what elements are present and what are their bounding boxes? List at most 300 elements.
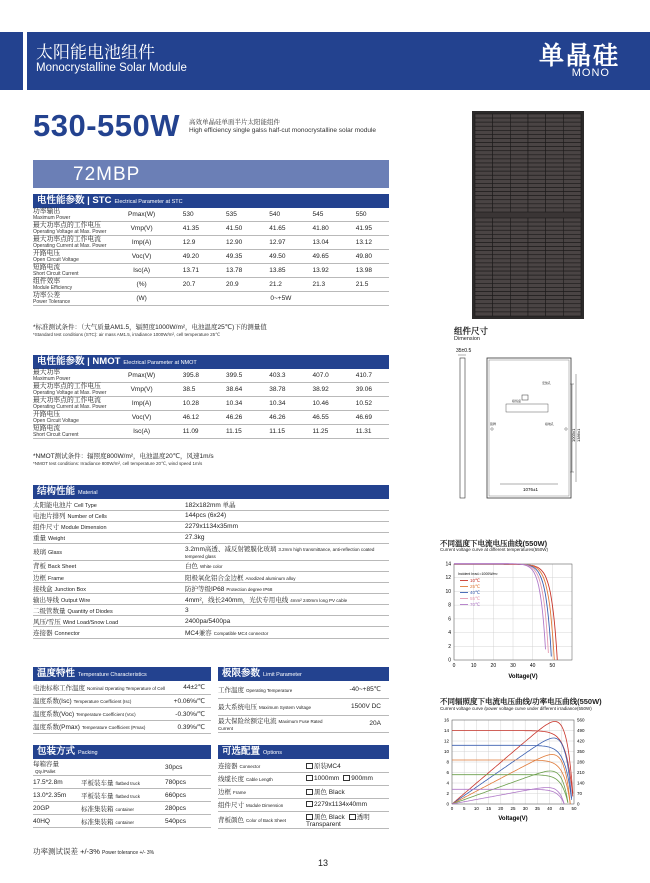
options-table (218, 759, 389, 829)
param-value: 13.04 (302, 236, 345, 250)
series-line (454, 564, 548, 653)
param-value: 11.15 (216, 425, 259, 439)
y2-tick-label: 0 (577, 801, 580, 807)
solar-cell (493, 143, 511, 147)
option-checkbox[interactable] (349, 814, 356, 820)
solar-cell (528, 167, 546, 171)
solar-cell (493, 226, 511, 230)
solar-cell (528, 122, 546, 126)
material-label-cn: 连接器 (33, 629, 53, 637)
packing-type-cn: 17.5*2.8m (33, 778, 63, 786)
solar-cell (510, 208, 528, 212)
solar-cell (510, 130, 528, 134)
solar-cell (493, 167, 511, 171)
solar-cell (475, 243, 493, 247)
material-value-en: White color (200, 564, 223, 570)
packing-type-en: Qty./Pallet (35, 769, 56, 774)
solar-cell (510, 159, 528, 163)
solar-cell (475, 143, 493, 147)
material-value (185, 499, 389, 510)
option-label (218, 811, 306, 828)
chart1-title: 不同温度下电流电压曲线(550W) (440, 539, 548, 548)
solar-cell (493, 130, 511, 134)
param-value: 407.0 (302, 369, 345, 383)
solar-cell (528, 192, 546, 196)
solar-cell (510, 167, 528, 171)
x-tick-label: 50 (549, 663, 556, 669)
solar-cell (510, 114, 528, 118)
kv-label (218, 681, 337, 698)
stc-title: 电性能参数 | STC (37, 195, 112, 206)
solar-cell (528, 304, 546, 308)
legend-title: Incident Irrad.=1000W/m² (458, 572, 498, 576)
solar-cell (563, 312, 581, 316)
limit-title-en: Limit Parameter (263, 672, 302, 678)
table-row (218, 798, 389, 811)
table-row (33, 681, 211, 694)
solar-cell (475, 130, 493, 134)
material-label-cn: 背板 (33, 563, 46, 571)
x-tick-label: 5 (462, 806, 466, 811)
solar-cell (563, 218, 581, 222)
solar-cell (546, 163, 564, 167)
option-checkbox[interactable] (343, 775, 350, 781)
solar-cell (563, 163, 581, 167)
param-value: 20.9 (216, 278, 259, 292)
solar-cell (546, 218, 564, 222)
solar-cell (563, 122, 581, 126)
material-value (185, 560, 389, 571)
nmot-title: 电性能参数 | NMOT (37, 356, 121, 367)
kv-label-cn: 温度系数(Pmax) (33, 724, 80, 731)
option-label-cn: 线缆长度 (218, 776, 244, 783)
table-row (33, 789, 211, 802)
param-label-cn: 开路电压 (33, 411, 61, 419)
param-value: 10.34 (216, 397, 259, 411)
solar-cell (475, 275, 493, 279)
packing-qty: 280pcs (165, 802, 211, 815)
param-value: 403.3 (259, 369, 302, 383)
param-value: 41.65 (259, 222, 302, 236)
material-label-en: Frame (48, 575, 64, 582)
power-range: 530-550W (33, 108, 181, 143)
material-label-en: Module Dimension (61, 525, 107, 532)
param-label-cn: 短路电流 (33, 425, 61, 433)
table-row (33, 532, 389, 543)
packing-transport (81, 759, 165, 776)
param-value: 11.31 (346, 425, 389, 439)
solar-cell (510, 196, 528, 200)
solar-cell (493, 147, 511, 151)
solar-cell (546, 243, 564, 247)
param-symbol: Isc(A) (110, 264, 172, 278)
table-row (33, 543, 389, 560)
solar-cell (563, 171, 581, 175)
solar-cell (493, 139, 511, 143)
material-label-cn: 风压/雪压 (33, 618, 61, 626)
material-value-cn: 27.3kg (185, 534, 205, 542)
param-symbol: Voc(V) (110, 250, 172, 264)
param-symbol: (W) (110, 292, 172, 306)
solar-cell (510, 175, 528, 179)
solar-cell (546, 255, 564, 259)
limit-title: 极限参数 (222, 668, 261, 679)
solar-cell (475, 255, 493, 259)
kv-value: -40~+85℃ (337, 681, 389, 698)
solar-cell (493, 200, 511, 204)
packing-transport-cn: 平板装车量 (81, 792, 114, 800)
param-value: 540 (259, 208, 302, 222)
solar-cell (510, 143, 528, 147)
param-label (33, 292, 110, 306)
solar-cell (493, 247, 511, 251)
solar-cell (563, 300, 581, 304)
legend-label: 40℃ (470, 590, 481, 595)
stc-title-en: Electrical Parameter at STC (114, 199, 183, 205)
solar-cell (546, 155, 564, 159)
table-row (33, 616, 389, 627)
packing-type-cn: 20GP (33, 804, 50, 812)
material-value-en: 4mm² 240mm long PV cable (290, 597, 348, 603)
param-value: 46.55 (302, 411, 345, 425)
x-tick-label: 0 (452, 663, 456, 669)
solar-cell (546, 126, 564, 130)
stc-header (33, 194, 389, 208)
solar-cell (493, 122, 511, 126)
kv-value: 1500V DC (337, 698, 389, 715)
material-label-cn: 输出导线 (33, 596, 59, 604)
material-label-cn: 组件尺寸 (33, 524, 59, 532)
solar-cell (563, 208, 581, 212)
option-checkbox[interactable] (306, 775, 313, 781)
param-value: 20.7 (173, 278, 216, 292)
param-value: 10.28 (173, 397, 216, 411)
solar-cell (546, 204, 564, 208)
solar-cell (528, 118, 546, 122)
dimension-title: 组件尺寸 (454, 326, 489, 336)
y-tick-label: 2 (448, 643, 451, 650)
option-text: 透明 Transparent (306, 813, 370, 828)
packing-transport-cn: 标准集装箱 (81, 805, 114, 813)
kv-value: 20A (337, 715, 389, 732)
x-tick-label: 10 (473, 806, 479, 811)
solar-cell (563, 143, 581, 147)
solar-cell (510, 171, 528, 175)
x-tick-label: 40 (547, 806, 553, 811)
option-checkbox[interactable] (306, 814, 313, 820)
material-label-cn: 二级管数量 (33, 607, 66, 615)
param-label-en: Maximum Power (33, 215, 71, 222)
solar-cell (563, 222, 581, 226)
option-checkbox[interactable] (306, 789, 313, 795)
solar-cell (546, 200, 564, 204)
table-row (33, 236, 389, 250)
solar-cell (493, 155, 511, 159)
kv-label-cn: 电池标称工作温度 (33, 684, 85, 692)
solar-cell (528, 222, 546, 226)
table-row (33, 250, 389, 264)
param-label (33, 397, 110, 411)
option-text: 1000mm (314, 775, 340, 782)
solar-cell (493, 196, 511, 200)
material-value (185, 627, 389, 638)
solar-cell (493, 218, 511, 222)
solar-cell (493, 238, 511, 242)
solar-cell (475, 114, 493, 118)
dim-label-2: 接地孔 (545, 422, 555, 426)
material-value-cn: 2400pa/5400pa (185, 617, 231, 625)
solar-cell (510, 179, 528, 183)
y-tick-label: 6 (446, 770, 449, 775)
solar-cell (475, 308, 493, 312)
option-text: 黑色 Black (314, 813, 345, 821)
solar-cell (493, 208, 511, 212)
y-tick-label: 8 (448, 602, 451, 609)
solar-cell (475, 159, 493, 163)
nmot-note-cn: *NMOT测试条件：辐照度800W/m²，电池温度20℃，风速1m/s (33, 453, 214, 460)
param-value: 10.46 (302, 397, 345, 411)
param-label-cn: 最大功率点的工作电压 (33, 222, 101, 230)
param-label-en: Operating Current at Max. Power (33, 404, 107, 411)
solar-cell (546, 267, 564, 271)
kv-label (33, 681, 167, 694)
x-tick-label: 30 (522, 806, 528, 811)
solar-cell (546, 271, 564, 275)
solar-cell (546, 118, 564, 122)
solar-cell (546, 292, 564, 296)
param-symbol: (%) (110, 278, 172, 292)
param-label-en: Operating Current at Max. Power (33, 243, 107, 250)
solar-cell (510, 230, 528, 234)
kv-label-en: Operating Temperature (246, 687, 293, 693)
legend-label: 70℃ (470, 602, 481, 607)
solar-cell (493, 175, 511, 179)
x-axis-label: Voltage(V) (508, 674, 538, 680)
material-value-cn: 白色 (185, 563, 198, 571)
table-row (33, 815, 211, 828)
param-label-en: Power Tolerance (33, 299, 71, 306)
solar-cell (563, 275, 581, 279)
option-checkbox[interactable] (306, 801, 313, 807)
y-tick-label: 10 (445, 588, 451, 595)
material-value (185, 605, 389, 616)
header-stripe (23, 32, 27, 90)
solar-cell (528, 155, 546, 159)
chart1-subtitle: Current voltage curve at different temperatures(550W) (440, 547, 548, 552)
param-value: 49.50 (259, 250, 302, 264)
solar-cell (493, 271, 511, 275)
y-tick-label: 2 (446, 791, 449, 796)
solar-cell (546, 234, 564, 238)
material-label-en: Output Wire (61, 597, 91, 604)
param-value: 11.15 (259, 425, 302, 439)
solar-cell (546, 247, 564, 251)
solar-cell (563, 263, 581, 267)
param-label-cn: 短路电流 (33, 264, 61, 272)
solar-cell (546, 183, 564, 187)
param-value: 21.3 (302, 278, 345, 292)
solar-cell (563, 147, 581, 151)
series-line (454, 564, 546, 650)
solar-cell (528, 308, 546, 312)
page-header (0, 0, 650, 97)
param-value: 41.35 (173, 222, 216, 236)
param-label (33, 222, 110, 236)
packing-table (33, 759, 211, 828)
x-tick-label: 20 (490, 663, 497, 669)
solar-cell (563, 230, 581, 234)
material-label (33, 499, 185, 510)
solar-cell (510, 200, 528, 204)
solar-cell (510, 312, 528, 316)
solar-cell (475, 283, 493, 287)
stc-note-cn: *标准测试条件：（大气质量AM1.5，辐照度1000W/m²，电池温度25℃)下的测量值 (33, 324, 267, 331)
param-value: 535 (216, 208, 259, 222)
solar-cell (510, 259, 528, 263)
temp-title-en: Temperature Characteristics (78, 672, 147, 678)
solar-cell (528, 126, 546, 130)
solar-cell (493, 163, 511, 167)
solar-cell (546, 114, 564, 118)
solar-cell (528, 267, 546, 271)
param-value: 21.5 (346, 278, 389, 292)
solar-cell (563, 159, 581, 163)
y2-tick-label: 70 (577, 791, 583, 796)
material-title-en: Material (78, 490, 98, 496)
solar-cell (493, 222, 511, 226)
param-value: 395.8 (173, 369, 216, 383)
param-symbol: Vmp(V) (110, 383, 172, 397)
option-choices (306, 759, 389, 772)
solar-cell (563, 196, 581, 200)
param-label (33, 264, 110, 278)
solar-cell (510, 271, 528, 275)
solar-cell (510, 204, 528, 208)
solar-cell (510, 287, 528, 291)
solar-cell (546, 143, 564, 147)
kv-label (33, 707, 167, 720)
x-tick-label: 25 (510, 806, 516, 811)
y-tick-label: 4 (448, 630, 451, 637)
table-row (33, 720, 211, 733)
solar-cell (563, 192, 581, 196)
material-value-cn: MC4兼容 (185, 629, 212, 637)
param-label (33, 411, 110, 425)
packing-qty: 780pcs (165, 776, 211, 789)
material-value-cn: 3.2mm高透、减反射镀膜化玻璃 (185, 545, 277, 553)
material-title: 结构性能 (37, 486, 76, 497)
table-row (33, 425, 389, 439)
solar-cell (493, 171, 511, 175)
kv-label (33, 720, 167, 733)
solar-cell (493, 308, 511, 312)
material-label-en: Weight (48, 536, 66, 543)
solar-cell (493, 312, 511, 316)
option-checkbox[interactable] (306, 763, 313, 769)
param-label-en: Open Circuit Voltage (33, 418, 79, 425)
param-label-en: Operating Voltage at Max. Power (33, 229, 107, 236)
packing-transport (81, 789, 165, 802)
material-label (33, 594, 185, 605)
kv-label-cn: 最大系统电压 (218, 704, 257, 711)
param-label-en: Open Circuit Voltage (33, 257, 79, 264)
packing-type (33, 789, 81, 802)
param-value: 39.06 (346, 383, 389, 397)
solar-cell (528, 300, 546, 304)
solar-cell (563, 134, 581, 138)
solar-cell (528, 234, 546, 238)
options-header (218, 745, 389, 759)
solar-cell (528, 179, 546, 183)
header-type-en: MONO (571, 67, 610, 79)
y2-tick-label: 490 (577, 728, 585, 733)
legend-label: 25℃ (470, 584, 481, 589)
param-symbol: Pmax(W) (110, 369, 172, 383)
material-label (33, 571, 185, 582)
param-symbol: Isc(A) (110, 425, 172, 439)
option-label-cn: 组件尺寸 (218, 802, 244, 809)
material-label (33, 605, 185, 616)
param-value: 10.34 (259, 397, 302, 411)
param-value: 13.85 (259, 264, 302, 278)
solar-cell (563, 175, 581, 179)
kv-label-cn: 温度系数(Voc) (33, 711, 75, 718)
solar-cell (493, 296, 511, 300)
solar-cell (546, 312, 564, 316)
kv-label-en: Temperature Coefficient (Voc) (76, 712, 136, 717)
table-row (33, 583, 389, 594)
solar-cell (475, 139, 493, 143)
solar-cell (546, 147, 564, 151)
option-text: 黑色 Black (314, 789, 345, 796)
dim-label-0: 铭牌 (490, 422, 497, 426)
solar-cell (546, 167, 564, 171)
option-label-cn: 背板颜色 (218, 817, 244, 824)
x-tick-label: 40 (529, 663, 536, 669)
param-value: 530 (173, 208, 216, 222)
solar-cell (563, 139, 581, 143)
solar-cell (475, 267, 493, 271)
solar-cell (528, 134, 546, 138)
option-text: 原装MC4 (314, 762, 341, 770)
solar-cell (493, 251, 511, 255)
solar-cell (510, 263, 528, 267)
param-label (33, 236, 110, 250)
solar-cell (563, 259, 581, 263)
module-front-image (472, 111, 584, 319)
dim-label-3: 安装孔 (542, 381, 552, 385)
param-value: 46.26 (259, 411, 302, 425)
option-choices (306, 785, 389, 798)
solar-cell (563, 243, 581, 247)
solar-cell (510, 304, 528, 308)
y2-tick-label: 210 (577, 770, 585, 775)
material-header (33, 485, 389, 499)
table-row (33, 499, 389, 510)
product-desc-cn: 高效单晶硅单面半片太阳能组件 (189, 119, 280, 126)
solar-cell (493, 179, 511, 183)
kv-value: 0.39%/℃ (167, 720, 211, 733)
param-label-en: Operating Voltage at Max. Power (33, 390, 107, 397)
material-value-en: Anodized aluminum alloy (245, 575, 296, 581)
packing-type-cn: 13.0*2.35m (33, 791, 67, 799)
param-label (33, 383, 110, 397)
chart-iv-temperature (434, 556, 584, 686)
solar-cell (493, 234, 511, 238)
solar-cell (563, 118, 581, 122)
solar-cell (475, 218, 493, 222)
param-value: 41.50 (216, 222, 259, 236)
